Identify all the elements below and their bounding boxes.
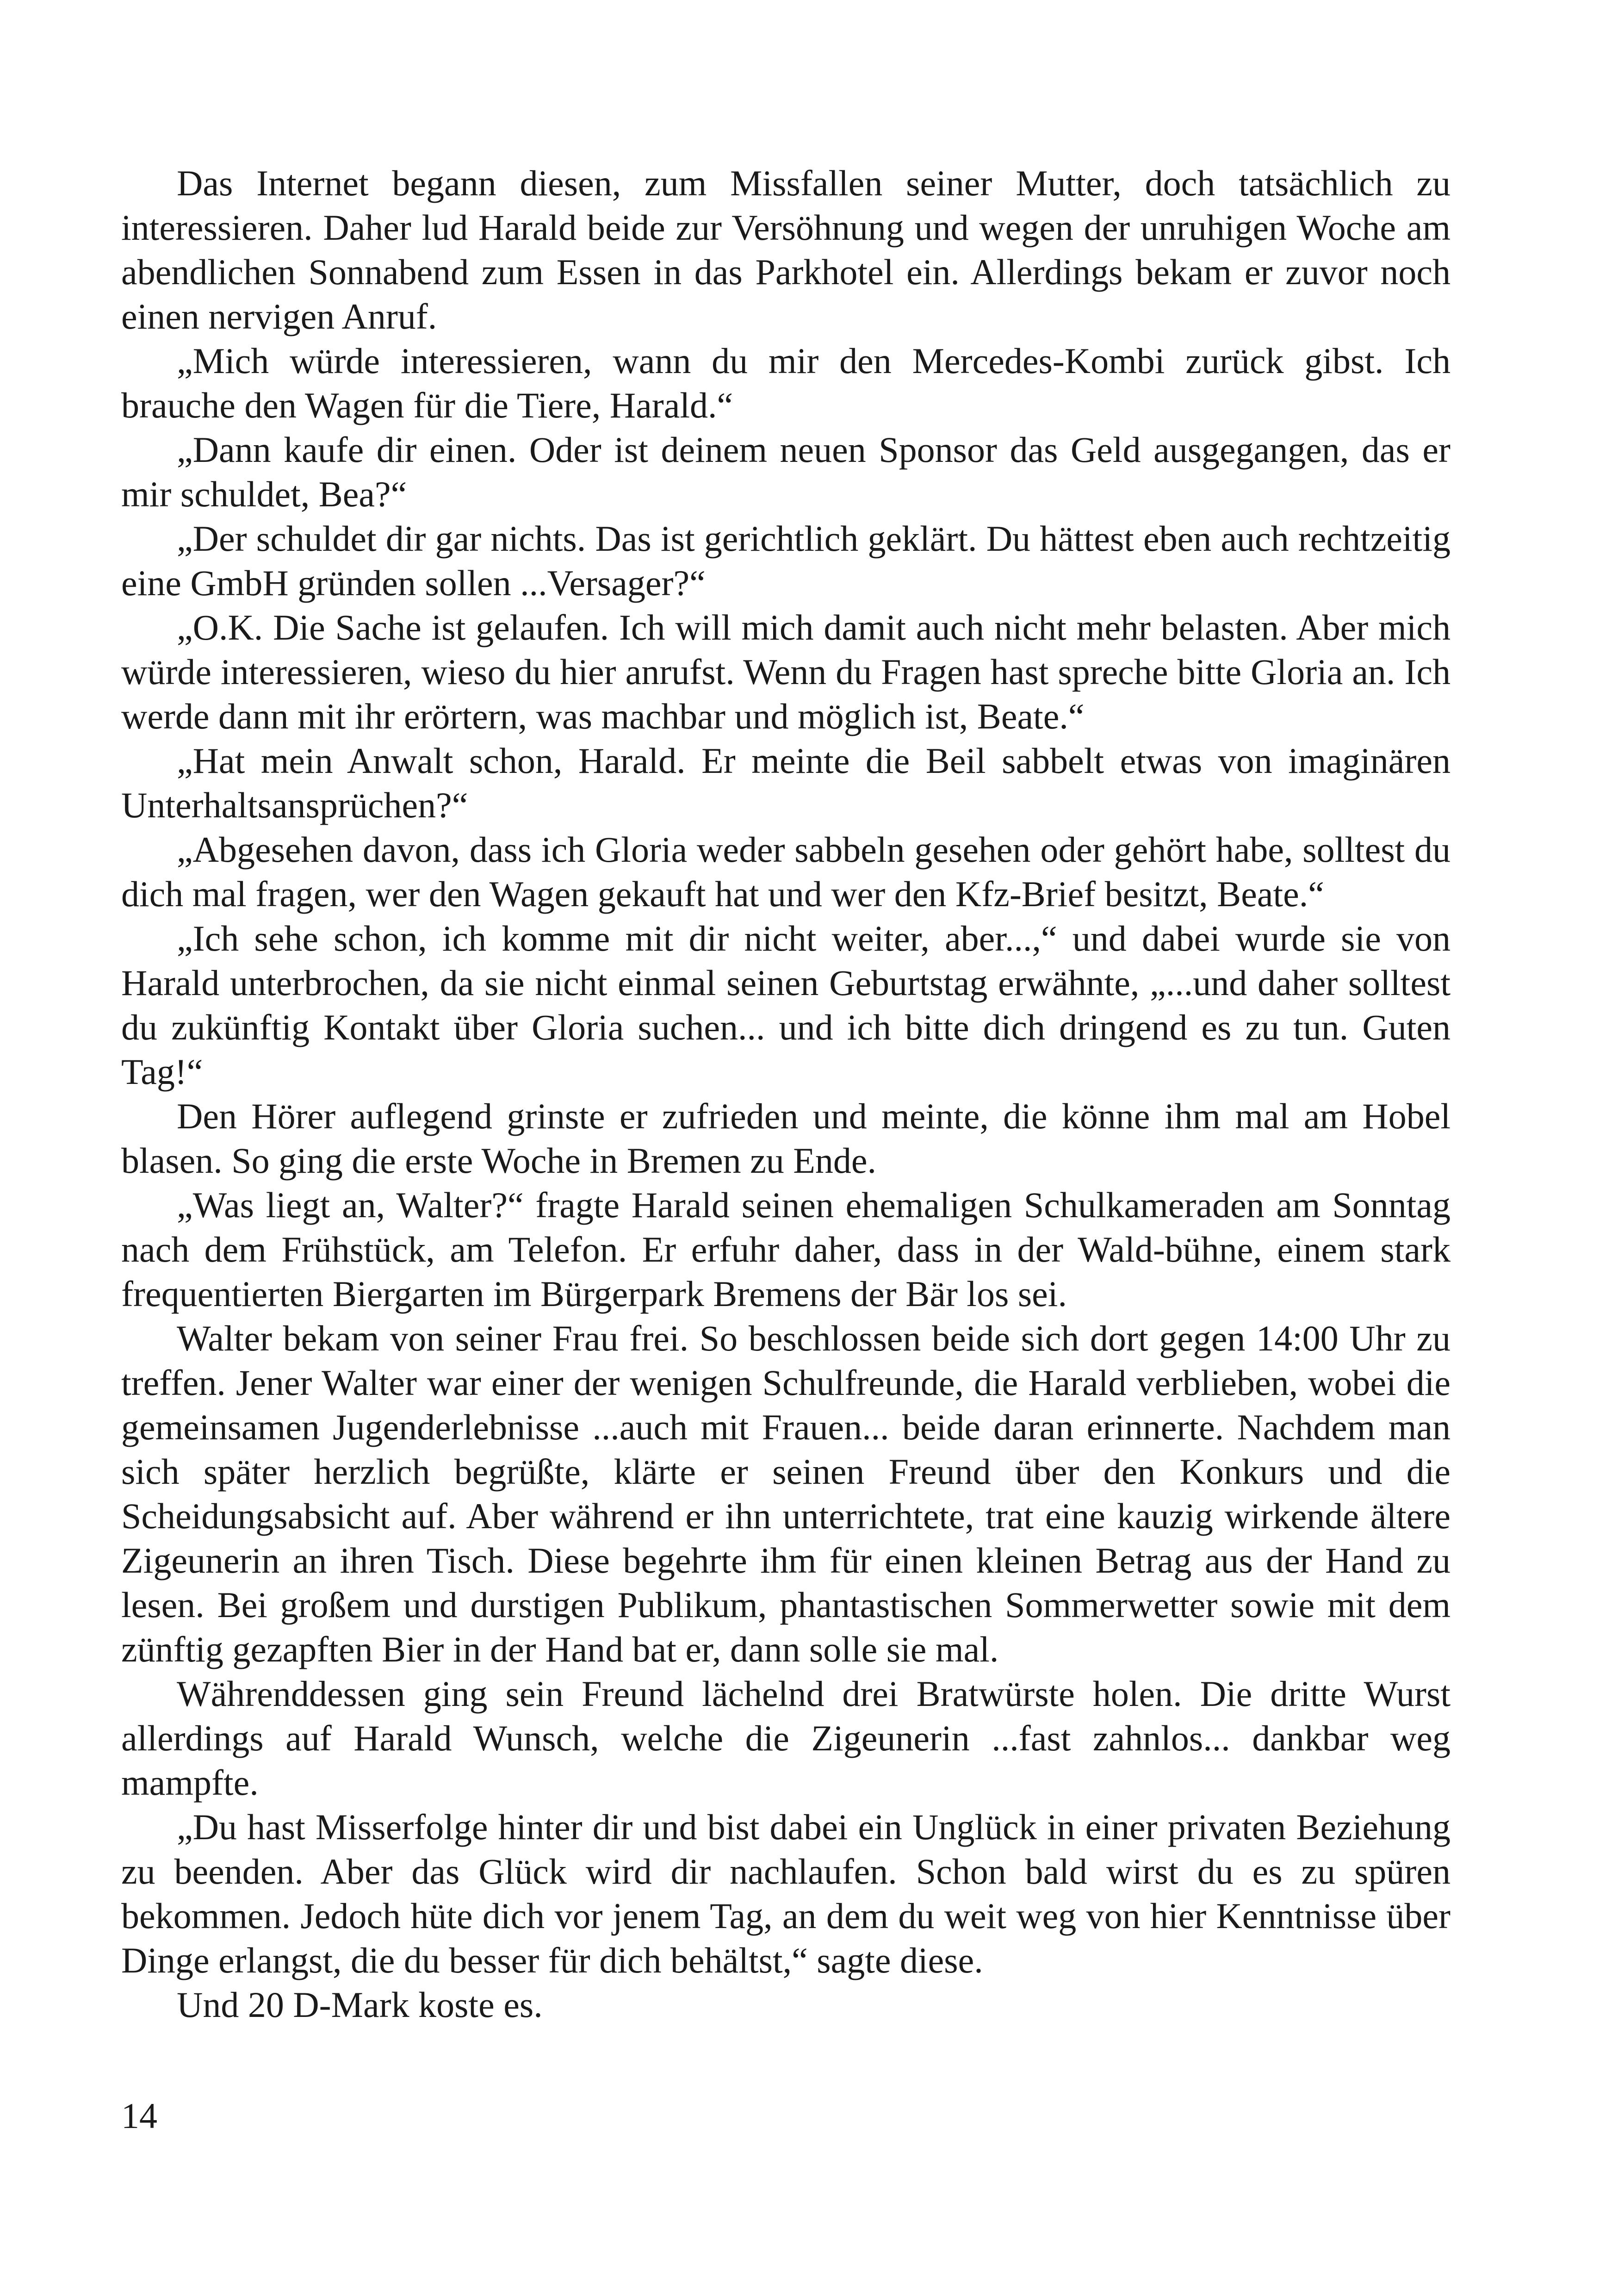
paragraph: „Der schuldet dir gar nichts. Das ist gerichtlich geklärt. Du hättest eben auch rechtzeitig eine GmbH gründen sollen ...Versager?“ — [121, 518, 1451, 603]
paragraph: „Du hast Misserfolge hinter dir und bist dabei ein Unglück in einer privaten Beziehung zu beenden. Aber das Glück wird dir nachlaufen. Schon bald wirst du es zu spüren bekommen. Jedoch hüte dich vor jenem Tag, an dem du weit weg von hier Kenntnisse über Dinge erlangst, die du besser für dich behältst,“ sagte diese. — [121, 1807, 1451, 1980]
paragraph: Und 20 D-Mark koste es. — [177, 1985, 543, 2025]
paragraph: „Hat mein Anwalt schon, Harald. Er meinte die Beil sabbelt etwas von imaginären Unterhaltsansprüchen?“ — [121, 740, 1451, 825]
paragraph: Walter bekam von seiner Frau frei. So beschlossen beide sich dort gegen 14:00 Uhr zu treffen. Jener Walter war einer der wenigen Schulfreunde, die Harald verblieben, wobei die gemeinsamen Jugenderlebnisse ...auch mit Frauen... beide daran erinnerte. Nachdem man sich später herzlich begrüßte, klärte er seinen Freund über den Konkurs und die Scheidungsabsicht auf. Aber während er ihn unterrichtete, trat eine kauzig wirkende ältere Zigeunerin an ihren Tisch. Diese begehrte ihm für einen kleinen Betrag aus der Hand zu lesen. Bei großem und durstigen Publikum, phantastischen Sommerwetter sowie mit dem zünftig gezapften Bier in der Hand bat er, dann solle sie mal. — [121, 1318, 1451, 1669]
paragraph: „Abgesehen davon, dass ich Gloria weder sabbeln gesehen oder gehört habe, solltest du dich mal fragen, wer den Wagen gekauft hat und wer den Kfz-Brief besitzt, Beate.“ — [121, 829, 1451, 914]
paragraph: Währenddessen ging sein Freund lächelnd drei Bratwürste holen. Die dritte Wurst allerdings auf Harald Wunsch, welche die Zigeunerin ...fast zahnlos... dankbar weg mampfte. — [121, 1674, 1451, 1803]
paragraph: „Ich sehe schon, ich komme mit dir nicht weiter, aber...,“ und dabei wurde sie von Harald unterbrochen, da sie nicht einmal seinen Geburtstag erwähnte, „...und daher solltest du zukünftig Kontakt über Gloria suchen... und ich bitte dich dringend es zu tun. Guten Tag!“ — [121, 918, 1451, 1092]
paragraph: „Mich würde interessieren, wann du mir den Mercedes-Kombi zurück gibst. Ich brauche den Wagen für die Tiere, Harald.“ — [121, 341, 1451, 425]
page-number: 14 — [121, 2096, 157, 2136]
paragraph: „Was liegt an, Walter?“ fragte Harald seinen ehemaligen Schulkameraden am Sonntag nach dem Frühstück, am Telefon. Er erfuhr daher, dass in der Wald-bühne, einem stark frequentierten Biergarten im Bürgerpark Bremens der Bär los sei. — [121, 1185, 1451, 1314]
body-text — [121, 161, 1451, 2027]
paragraph: „O.K. Die Sache ist gelaufen. Ich will mich damit auch nicht mehr belasten. Aber mich würde interessieren, wieso du hier anrufst. Wenn du Fragen hast spreche bitte Gloria an. Ich werde dann mit ihr erörtern, was machbar und möglich ist, Beate.“ — [121, 607, 1451, 736]
paragraph: Das Internet begann diesen, zum Missfallen seiner Mutter, doch tatsächlich zu interessieren. Daher lud Harald beide zur Versöhnung und wegen der unruhigen Woche am abendlichen Sonnabend zum Essen in das Parkhotel ein. Allerdings bekam er zuvor noch einen nervigen Anruf. — [121, 163, 1451, 336]
paragraph: Den Hörer auflegend grinste er zufrieden und meinte, die könne ihm mal am Hobel blasen. So ging die erste Woche in Bremen zu Ende. — [121, 1096, 1451, 1181]
paragraph: „Dann kaufe dir einen. Oder ist deinem neuen Sponsor das Geld ausgegangen, das er mir schuldet, Bea?“ — [121, 429, 1451, 514]
